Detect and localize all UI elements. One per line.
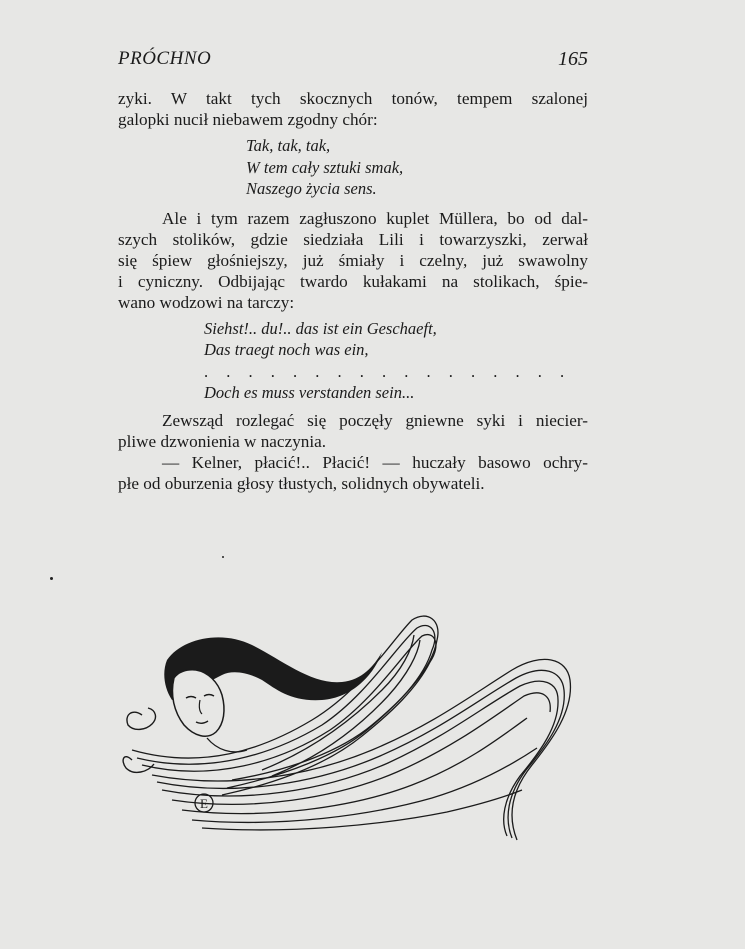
text-line: galopki nucił niebawem zgodny chór:: [118, 110, 378, 129]
verse-line: Tak, tak, tak,: [246, 136, 331, 155]
ink-speck: [222, 556, 224, 558]
text-line: zyki. W takt tych skocznych tonów, tempem szalonej: [118, 89, 588, 108]
ellipsis-line: . . . . . . . . . . . . . . . . .: [204, 361, 572, 381]
text-line: — Kelner, płacić!.. Płacić! — huczały basowo ochry-: [162, 452, 588, 472]
verse-line: Doch es muss verstanden sein...: [204, 383, 415, 402]
text-line: pliwe dzwonienia w naczynia.: [118, 431, 327, 451]
paragraph-1: [118, 88, 588, 130]
page-header: [118, 48, 588, 72]
verse-2: [118, 318, 588, 404]
running-head: PRÓCHNO: [118, 48, 212, 69]
text-line: się śpiew głośniejszy, już śmiały i czelny, już swawolny: [118, 250, 588, 270]
verse-line: W tem cały sztuki smak,: [246, 157, 404, 177]
body-text: [118, 88, 588, 494]
text-line: i cyniczny. Odbijając twardo kułakami na stolikach, śpie-: [118, 271, 588, 291]
text-line: szych stolików, gdzie siedziała Lili i towarzyszki, zerwał: [118, 229, 588, 249]
svg-text:E: E: [200, 796, 208, 811]
text-line: Ale i tym razem zagłuszono kuplet Müllera, bo od dal-: [162, 208, 588, 228]
neck-shoulder: [207, 738, 247, 752]
ink-speck: [50, 577, 53, 580]
verse-line: Naszego życia sens.: [246, 179, 377, 198]
paragraph-4: [118, 452, 588, 494]
verse-line: Das traegt noch was ein,: [204, 340, 369, 359]
face: [172, 670, 224, 736]
verse-line: Siehst!.. du!.. das ist ein Geschaeft,: [204, 318, 437, 338]
paragraph-3: [118, 410, 588, 452]
text-line: wano wodzowi na tarczy:: [118, 292, 295, 312]
verse-1: [118, 135, 588, 200]
paragraph-2: [118, 208, 588, 313]
text-line: Zewsząd rozlegać się poczęły gniewne syki i niecier-: [162, 410, 588, 430]
woman-hair-illustration: [112, 600, 592, 850]
page-number: 165: [558, 48, 588, 70]
text-line: płe od oburzenia głosy tłustych, solidnych obywateli.: [118, 473, 485, 493]
hand-upper: [127, 708, 156, 729]
